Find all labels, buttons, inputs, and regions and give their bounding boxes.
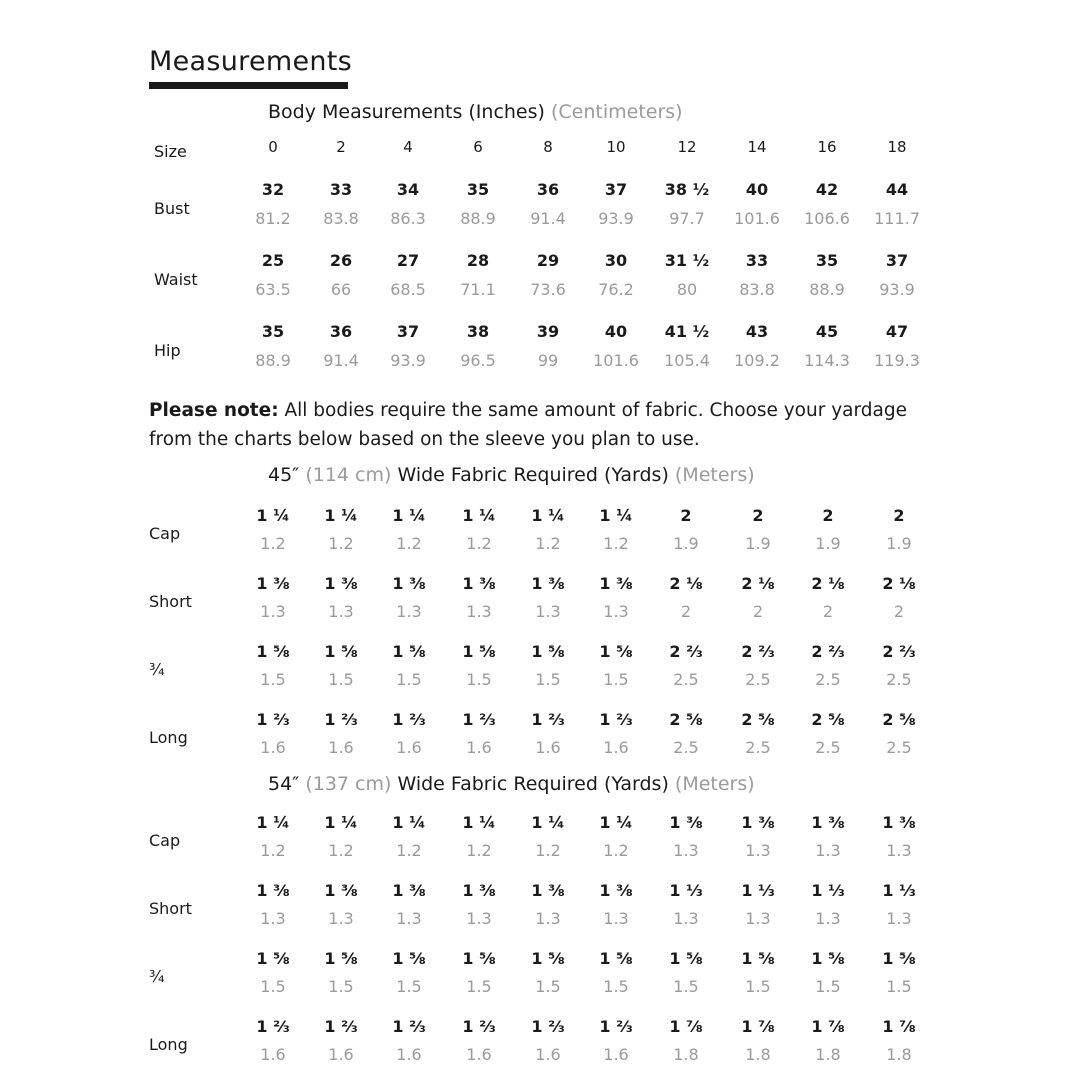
cm-cell: 114.3 [804, 351, 850, 370]
meters-cell: 2.5 [673, 670, 699, 689]
cm-cell: 93.9 [879, 280, 915, 299]
yards-cell: 1 ⅜ [256, 574, 290, 593]
cm-cell: 97.7 [669, 209, 705, 228]
meters-cell: 1.3 [603, 602, 629, 621]
meters-cell: 1.2 [603, 534, 629, 553]
inches-cell: 33 [329, 180, 353, 199]
yards-cell: 1 ⅜ [392, 881, 426, 900]
yards-cell: 1 ⅞ [811, 1017, 845, 1036]
yards-cell: 1 ¼ [462, 813, 496, 832]
size-header-cell: 2 [336, 138, 346, 156]
meters-cell: 1.2 [328, 841, 354, 860]
yards-cell: 1 ¼ [324, 813, 358, 832]
fabric-45-muted: (Meters) [674, 464, 755, 486]
yards-cell: 1 ⅝ [256, 642, 290, 661]
meters-cell: 1.5 [886, 977, 912, 996]
sleeve-label-three-quarter: ¾ [149, 967, 165, 986]
cm-cell: 63.5 [255, 280, 291, 299]
inches-cell: 35 [466, 180, 490, 199]
cm-cell: 66 [330, 280, 352, 299]
meters-cell: 1.6 [260, 1045, 286, 1064]
yards-cell: 2 ⅝ [741, 710, 775, 729]
fabric-54-width: 54″ [268, 773, 300, 795]
yards-cell: 2 ⅔ [669, 642, 703, 661]
meters-cell: 1.3 [396, 602, 422, 621]
meters-cell: 1.5 [603, 670, 629, 689]
meters-cell: 1.3 [328, 602, 354, 621]
fabric-45-heading [268, 464, 755, 486]
cm-cell: 101.6 [593, 351, 639, 370]
meters-cell: 1.6 [396, 738, 422, 757]
yards-cell: 1 ⅔ [531, 1017, 565, 1036]
meters-cell: 1.3 [535, 909, 561, 928]
size-header-cell: 0 [268, 138, 278, 156]
cm-cell: 111.7 [874, 209, 920, 228]
size-header-cell: 18 [887, 138, 907, 156]
yards-cell: 1 ⅜ [599, 881, 633, 900]
cm-cell: 91.4 [530, 209, 566, 228]
meters-cell: 1.6 [396, 1045, 422, 1064]
meters-cell: 1.2 [396, 841, 422, 860]
meters-cell: 1.3 [673, 909, 699, 928]
yards-cell: 1 ⅓ [741, 881, 775, 900]
sleeve-label-three-quarter: ¾ [149, 660, 165, 679]
meters-cell: 1.2 [466, 841, 492, 860]
sleeve-label-short: Short [149, 592, 192, 611]
yards-cell: 2 ⅔ [811, 642, 845, 661]
meters-cell: 1.3 [886, 909, 912, 928]
yards-cell: 1 ⅞ [669, 1017, 703, 1036]
inches-cell: 26 [329, 251, 353, 270]
yards-cell: 1 ⅝ [256, 949, 290, 968]
meters-cell: 1.5 [466, 670, 492, 689]
meters-cell: 2.5 [745, 670, 771, 689]
yards-cell: 1 ⅜ [531, 881, 565, 900]
meters-cell: 1.3 [745, 841, 771, 860]
inches-cell: 29 [536, 251, 560, 270]
yards-cell: 1 ⅓ [669, 881, 703, 900]
inches-cell: 34 [396, 180, 420, 199]
cm-cell: 96.5 [460, 351, 496, 370]
yards-cell: 1 ⅔ [462, 1017, 496, 1036]
meters-cell: 1.5 [396, 977, 422, 996]
size-header-cell: 14 [747, 138, 767, 156]
yards-cell: 1 ⅝ [324, 642, 358, 661]
sleeve-label-short: Short [149, 899, 192, 918]
cm-cell: 93.9 [390, 351, 426, 370]
yards-cell: 2 [893, 506, 905, 525]
inches-cell: 35 [815, 251, 839, 270]
meters-cell: 1.8 [886, 1045, 912, 1064]
yards-cell: 1 ⅝ [669, 949, 703, 968]
inches-cell: 37 [396, 322, 420, 341]
cm-cell: 81.2 [255, 209, 291, 228]
row-label-hip: Hip [154, 341, 181, 360]
meters-cell: 1.9 [673, 534, 699, 553]
fabric-45-main: Wide Fabric Required (Yards) [397, 464, 669, 486]
yards-cell: 1 ⅝ [462, 949, 496, 968]
row-label-bust: Bust [154, 199, 190, 218]
yards-cell: 1 ¼ [599, 813, 633, 832]
inches-cell: 40 [604, 322, 628, 341]
yards-cell: 1 ⅝ [462, 642, 496, 661]
cm-cell: 68.5 [390, 280, 426, 299]
meters-cell: 1.5 [466, 977, 492, 996]
body-measurements-heading [268, 101, 683, 123]
meters-cell: 1.3 [260, 602, 286, 621]
meters-cell: 1.3 [260, 909, 286, 928]
body-heading-main: Body Measurements (Inches) [268, 101, 545, 123]
meters-cell: 1.3 [535, 602, 561, 621]
inches-cell: 43 [745, 322, 769, 341]
meters-cell: 1.3 [466, 602, 492, 621]
meters-cell: 1.3 [396, 909, 422, 928]
meters-cell: 1.2 [260, 841, 286, 860]
meters-cell: 1.5 [745, 977, 771, 996]
meters-cell: 1.8 [673, 1045, 699, 1064]
meters-cell: 1.6 [535, 1045, 561, 1064]
meters-cell: 1.8 [815, 1045, 841, 1064]
yards-cell: 1 ⅜ [531, 574, 565, 593]
yards-cell: 2 ⅝ [669, 710, 703, 729]
meters-cell: 1.5 [396, 670, 422, 689]
inches-cell: 41 ½ [664, 322, 710, 341]
inches-cell: 27 [396, 251, 420, 270]
yards-cell: 1 ¼ [324, 506, 358, 525]
meters-cell: 2.5 [886, 738, 912, 757]
cm-cell: 99 [537, 351, 559, 370]
inches-cell: 37 [604, 180, 628, 199]
yards-cell: 2 [822, 506, 834, 525]
yards-cell: 1 ⅝ [599, 949, 633, 968]
yards-cell: 1 ⅝ [324, 949, 358, 968]
cm-cell: 83.8 [739, 280, 775, 299]
cm-cell: 88.9 [809, 280, 845, 299]
cm-cell: 88.9 [255, 351, 291, 370]
yards-cell: 1 ⅔ [531, 710, 565, 729]
inches-cell: 40 [745, 180, 769, 199]
page-title: Measurements [149, 46, 353, 77]
yards-cell: 1 ⅓ [882, 881, 916, 900]
size-header-cell: 16 [817, 138, 837, 156]
yards-cell: 1 ⅜ [256, 881, 290, 900]
yards-cell: 1 ⅔ [256, 1017, 290, 1036]
inches-cell: 44 [885, 180, 909, 199]
inches-cell: 35 [261, 322, 285, 341]
yards-cell: 1 ⅝ [531, 949, 565, 968]
inches-cell: 33 [745, 251, 769, 270]
sleeve-label-cap: Cap [149, 524, 181, 543]
meters-cell: 1.5 [603, 977, 629, 996]
yards-cell: 1 ⅜ [741, 813, 775, 832]
yards-cell: 1 ¼ [599, 506, 633, 525]
meters-cell: 1.6 [328, 1045, 354, 1064]
inches-cell: 38 ½ [664, 180, 710, 199]
yards-cell: 1 ⅝ [531, 642, 565, 661]
yards-cell: 2 ⅝ [811, 710, 845, 729]
cm-cell: 86.3 [390, 209, 426, 228]
meters-cell: 2.5 [886, 670, 912, 689]
meters-cell: 1.5 [328, 670, 354, 689]
inches-cell: 31 ½ [664, 251, 710, 270]
fabric-54-heading [268, 773, 755, 795]
cm-cell: 119.3 [874, 351, 920, 370]
yards-cell: 2 ⅔ [741, 642, 775, 661]
cm-cell: 71.1 [460, 280, 496, 299]
title-underline [149, 82, 348, 89]
yards-cell: 1 ⅜ [811, 813, 845, 832]
cm-cell: 73.6 [530, 280, 566, 299]
yards-cell: 1 ⅜ [392, 574, 426, 593]
body-heading-muted: (Centimeters) [550, 101, 683, 123]
meters-cell: 2 [680, 602, 692, 621]
inches-cell: 32 [261, 180, 285, 199]
meters-cell: 1.3 [603, 909, 629, 928]
yards-cell: 1 ¼ [256, 506, 290, 525]
yards-cell: 1 ⅞ [741, 1017, 775, 1036]
meters-cell: 1.5 [260, 670, 286, 689]
meters-cell: 1.5 [328, 977, 354, 996]
fabric-45-cm: (114 cm) [305, 464, 392, 486]
please-note [149, 396, 949, 454]
cm-cell: 83.8 [323, 209, 359, 228]
yards-cell: 1 ⅝ [392, 642, 426, 661]
meters-cell: 1.5 [815, 977, 841, 996]
inches-cell: 36 [329, 322, 353, 341]
meters-cell: 1.6 [603, 1045, 629, 1064]
size-header-cell: 12 [677, 138, 697, 156]
meters-cell: 2 [893, 602, 905, 621]
yards-cell: 1 ⅓ [811, 881, 845, 900]
meters-cell: 2 [822, 602, 834, 621]
meters-cell: 1.5 [535, 977, 561, 996]
meters-cell: 1.5 [535, 670, 561, 689]
yards-cell: 1 ¼ [392, 506, 426, 525]
inches-cell: 42 [815, 180, 839, 199]
size-label: Size [154, 142, 187, 161]
yards-cell: 1 ⅔ [599, 1017, 633, 1036]
meters-cell: 1.3 [466, 909, 492, 928]
yards-cell: 1 ⅝ [741, 949, 775, 968]
cm-cell: 106.6 [804, 209, 850, 228]
size-header-cell: 8 [543, 138, 553, 156]
yards-cell: 1 ¼ [531, 813, 565, 832]
cm-cell: 93.9 [598, 209, 634, 228]
yards-cell: 1 ¼ [462, 506, 496, 525]
meters-cell: 1.5 [673, 977, 699, 996]
yards-cell: 1 ⅝ [882, 949, 916, 968]
yards-cell: 2 ⅛ [811, 574, 845, 593]
yards-cell: 1 ⅜ [882, 813, 916, 832]
yards-cell: 2 [752, 506, 764, 525]
fabric-45-width: 45″ [268, 464, 300, 486]
inches-cell: 45 [815, 322, 839, 341]
meters-cell: 1.9 [815, 534, 841, 553]
cm-cell: 109.2 [734, 351, 780, 370]
meters-cell: 1.3 [815, 841, 841, 860]
meters-cell: 1.3 [745, 909, 771, 928]
inches-cell: 47 [885, 322, 909, 341]
meters-cell: 1.8 [745, 1045, 771, 1064]
yards-cell: 1 ⅞ [882, 1017, 916, 1036]
meters-cell: 2.5 [745, 738, 771, 757]
yards-cell: 1 ¼ [392, 813, 426, 832]
meters-cell: 1.3 [328, 909, 354, 928]
note-bold: Please note: [149, 400, 279, 421]
yards-cell: 2 ⅝ [882, 710, 916, 729]
yards-cell: 1 ⅝ [599, 642, 633, 661]
cm-cell: 101.6 [734, 209, 780, 228]
yards-cell: 1 ⅜ [324, 881, 358, 900]
inches-cell: 37 [885, 251, 909, 270]
meters-cell: 1.2 [260, 534, 286, 553]
size-header-cell: 4 [403, 138, 413, 156]
meters-cell: 1.2 [328, 534, 354, 553]
size-header-cell: 6 [473, 138, 483, 156]
cm-cell: 88.9 [460, 209, 496, 228]
yards-cell: 2 ⅛ [741, 574, 775, 593]
meters-cell: 1.6 [328, 738, 354, 757]
inches-cell: 30 [604, 251, 628, 270]
yards-cell: 2 [680, 506, 692, 525]
yards-cell: 1 ⅜ [462, 881, 496, 900]
yards-cell: 2 ⅔ [882, 642, 916, 661]
inches-cell: 38 [466, 322, 490, 341]
meters-cell: 1.6 [535, 738, 561, 757]
yards-cell: 1 ⅝ [811, 949, 845, 968]
meters-cell: 1.3 [815, 909, 841, 928]
yards-cell: 1 ⅜ [324, 574, 358, 593]
inches-cell: 39 [536, 322, 560, 341]
yards-cell: 1 ⅔ [392, 1017, 426, 1036]
yards-cell: 1 ⅜ [669, 813, 703, 832]
meters-cell: 1.2 [535, 534, 561, 553]
meters-cell: 1.2 [466, 534, 492, 553]
fabric-54-cm: (137 cm) [305, 773, 392, 795]
row-label-waist: Waist [154, 270, 198, 289]
yards-cell: 1 ⅔ [462, 710, 496, 729]
fabric-54-muted: (Meters) [674, 773, 755, 795]
cm-cell: 80 [676, 280, 698, 299]
sleeve-label-long: Long [149, 1035, 188, 1054]
meters-cell: 1.6 [466, 1045, 492, 1064]
meters-cell: 1.6 [603, 738, 629, 757]
yards-cell: 1 ⅔ [392, 710, 426, 729]
yards-cell: 1 ⅔ [324, 1017, 358, 1036]
note-text: All bodies require the same amount of fabric. Choose your yardage from the charts below based on the sleeve you plan to use. [149, 400, 907, 450]
yards-cell: 2 ⅛ [669, 574, 703, 593]
cm-cell: 91.4 [323, 351, 359, 370]
meters-cell: 2.5 [815, 670, 841, 689]
size-header-cell: 10 [606, 138, 626, 156]
yards-cell: 1 ⅜ [599, 574, 633, 593]
inches-cell: 25 [261, 251, 285, 270]
meters-cell: 1.6 [260, 738, 286, 757]
meters-cell: 2.5 [815, 738, 841, 757]
meters-cell: 1.2 [396, 534, 422, 553]
meters-cell: 1.6 [466, 738, 492, 757]
sleeve-label-long: Long [149, 728, 188, 747]
yards-cell: 1 ⅔ [599, 710, 633, 729]
meters-cell: 1.2 [603, 841, 629, 860]
sleeve-label-cap: Cap [149, 831, 181, 850]
meters-cell: 1.3 [673, 841, 699, 860]
meters-cell: 1.9 [886, 534, 912, 553]
yards-cell: 1 ⅜ [462, 574, 496, 593]
meters-cell: 1.3 [886, 841, 912, 860]
meters-cell: 2.5 [673, 738, 699, 757]
yards-cell: 1 ⅔ [324, 710, 358, 729]
meters-cell: 2 [752, 602, 764, 621]
cm-cell: 105.4 [664, 351, 710, 370]
yards-cell: 1 ⅔ [256, 710, 290, 729]
inches-cell: 36 [536, 180, 560, 199]
meters-cell: 1.2 [535, 841, 561, 860]
yards-cell: 1 ⅝ [392, 949, 426, 968]
meters-cell: 1.9 [745, 534, 771, 553]
yards-cell: 1 ¼ [531, 506, 565, 525]
yards-cell: 2 ⅛ [882, 574, 916, 593]
cm-cell: 76.2 [598, 280, 634, 299]
inches-cell: 28 [466, 251, 490, 270]
fabric-54-main: Wide Fabric Required (Yards) [397, 773, 669, 795]
meters-cell: 1.5 [260, 977, 286, 996]
yards-cell: 1 ¼ [256, 813, 290, 832]
